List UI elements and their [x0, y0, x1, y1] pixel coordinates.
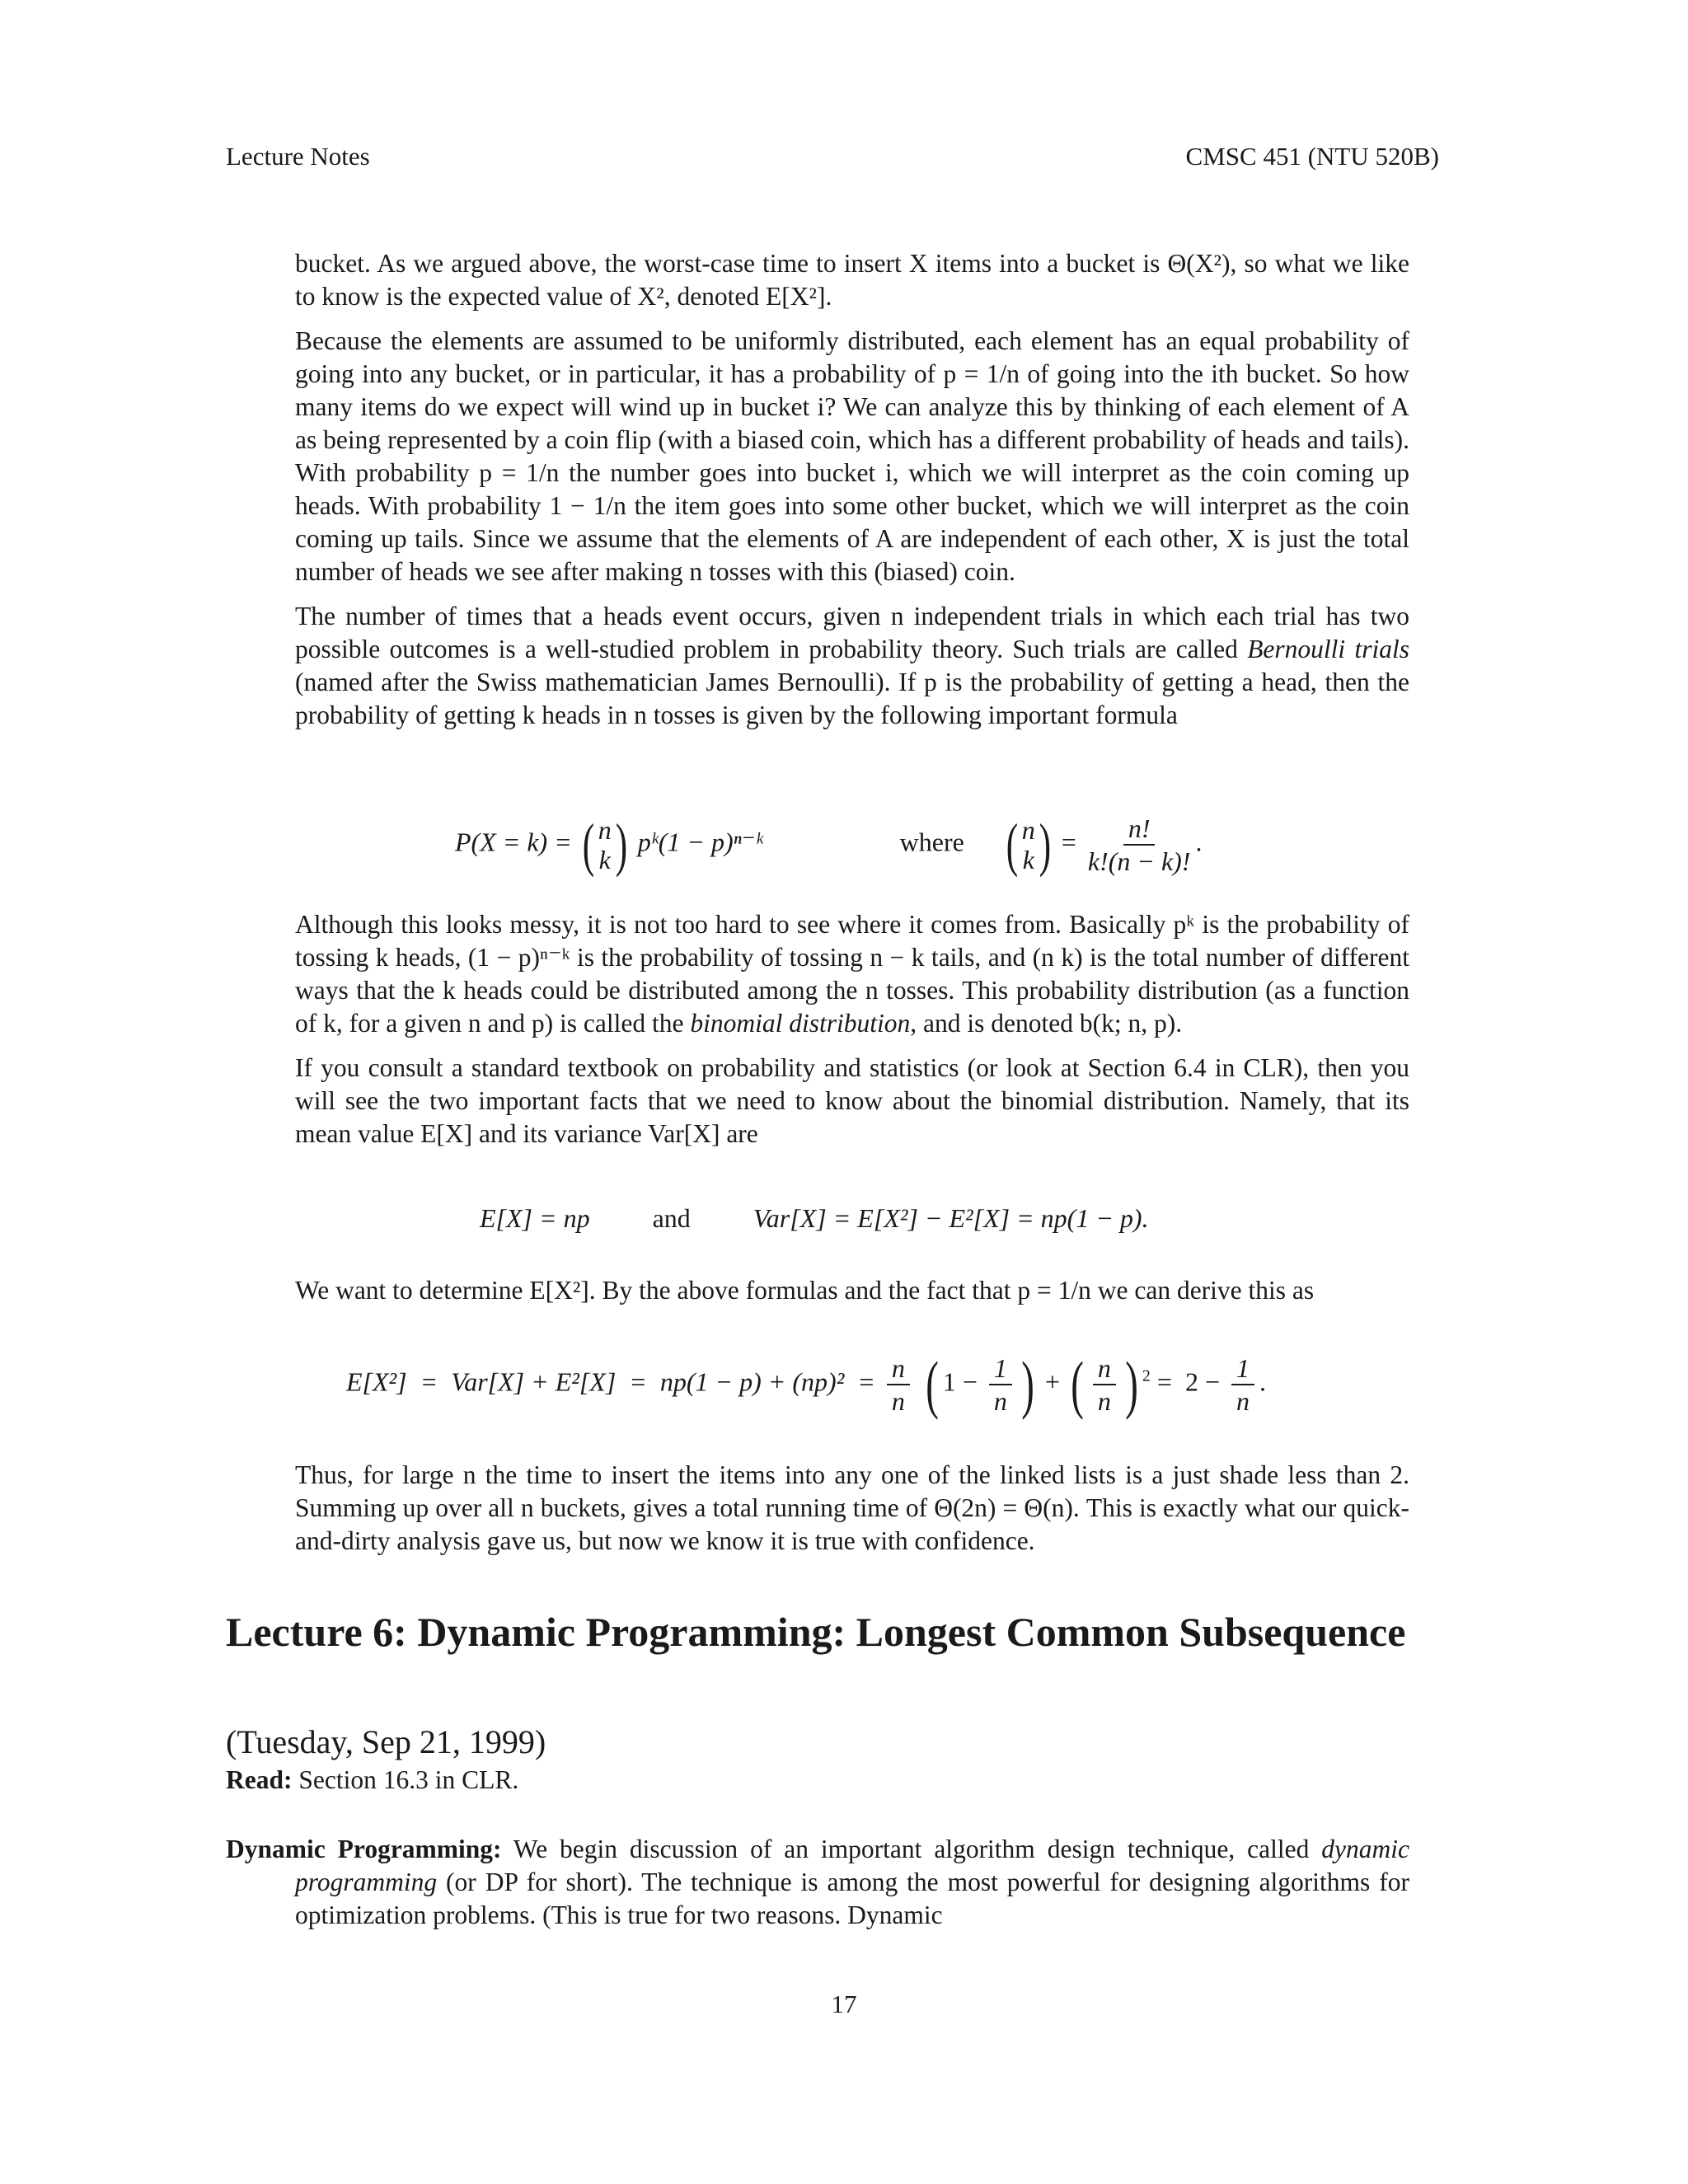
paragraph-4: Although this looks messy, it is not too hard to see where it comes from. Basically pᵏ is the probability of tossing k heads, (1 − p)ⁿ⁻ᵏ is the probability of tossing n − k tails, and (n k) is the total number of different ways that the k heads could be distributed among the n tosses. This probability distribution (as a function of k, for a given n and p) is called the binomial distribution, and is denoted b(k; n, p).	[295, 910, 1409, 1038]
page-number: 17	[831, 1990, 857, 2018]
paragraph-7: Thus, for large n the time to insert the items into any one of the linked lists is a just shade less than 2. Summing up over all n buckets, gives a total running time of Θ(2n) = Θ(n). This is exactly what our quick-and-dirty analysis gave us, but now we know it is true with confidence.	[295, 1460, 1409, 1555]
body-text-middle	[295, 908, 1409, 1162]
lecture-date: (Tuesday, Sep 21, 1999)	[226, 1723, 546, 1760]
binomial-coefficient-fraction: $\frac{n!}{k!(n - k)!}$	[1087, 813, 1191, 876]
paragraph-1: bucket. As we argued above, the worst-case time to insert X items into a bucket is Θ(X²), so what we like to know is the expected value of X², denoted E[X²].	[295, 249, 1409, 311]
binomial-distribution-term: binomial distribution	[690, 1009, 911, 1038]
mean-variance-formula: E[X] = np and Var[X] = E[X²] − E²[X] = np(1 − p).	[480, 1203, 1149, 1233]
body-text-conclusion	[295, 1459, 1409, 1569]
header-right: CMSC 451 (NTU 520B)	[1185, 142, 1439, 171]
dynamic-programming-paragraph: Dynamic Programming: We begin discussion of an important algorithm design technique, called dynamic programming (or DP for short). The technique is among the most powerful for designing algorithms for optimization problems. (This is true for two reasons. Dynamic	[226, 1835, 1409, 1929]
paragraph-2: Because the elements are assumed to be uniformly distributed, each element has an equal probability of going into any bucket, or in particular, it has a probability of p = 1/n of going into the ith bucket. So how many items do we expect will wind up in bucket i? We can analyze this by thinking of each element of A as being represented by a coin flip (with a biased coin, which has a different probability of heads and tails). With probability p = 1/n the number goes into bucket i, which we will interpret as the coin coming up heads. With probability 1 − 1/n the item goes into some other bucket, which we will interpret as the coin coming up tails. Since we assume that the elements of A are independent of each other, X is just the total number of heads we see after making n tosses with this (biased) coin.	[295, 326, 1409, 586]
paragraph-3: The number of times that a heads event occurs, given n independent trials in which each trial has two possible outcomes is a well-studied problem in probability theory. Such trials are called Bernoulli trials (named after the Swiss mathematician James Bernoulli). If p is the probability of getting a head, then the probability of getting k heads in n tosses is given by the following important formula	[295, 602, 1409, 729]
expected-square-derivation: E[X²] = Var[X] + E²[X] = np(1 − p) + (np)² = $\frac{n}{n}$ ( 1 − $\frac{1}{n}$ ) + ( $\frac{n}{n}$ ) $^2$ = 2 − $\frac{1}{n}$ .	[346, 1348, 1266, 1420]
lecture-title: Lecture 6: Dynamic Programming: Longest Common Subsequence	[226, 1609, 1406, 1655]
body-text-upper	[295, 247, 1409, 743]
body-text-derivation-intro	[295, 1274, 1409, 1319]
binomial-formula: P(X = k) = ( n k ) pᵏ(1 − p)ⁿ⁻ᵏ where ( n k ) = $\frac{n!}{k!(n - k)!}$ .	[455, 812, 1203, 878]
paragraph-6: We want to determine E[X²]. By the above formulas and the fact that p = 1/n we can derive this as	[295, 1276, 1315, 1305]
header-left: Lecture Notes	[226, 142, 370, 171]
running-header	[226, 142, 1439, 171]
reading-assignment: Read: Section 16.3 in CLR.	[226, 1765, 519, 1794]
paragraph-5: If you consult a standard textbook on probability and statistics (or look at Section 6.4 in CLR), then you will see the two important facts that we need to know about the binomial distribution. Namely, that its mean value E[X] and its variance Var[X] are	[295, 1053, 1409, 1148]
bernoulli-trials-term: Bernoulli trials	[1247, 635, 1409, 663]
binomial-coefficient: ( n k )	[582, 812, 627, 878]
dynamic-programming-term: dynamic programming	[295, 1835, 1409, 1896]
